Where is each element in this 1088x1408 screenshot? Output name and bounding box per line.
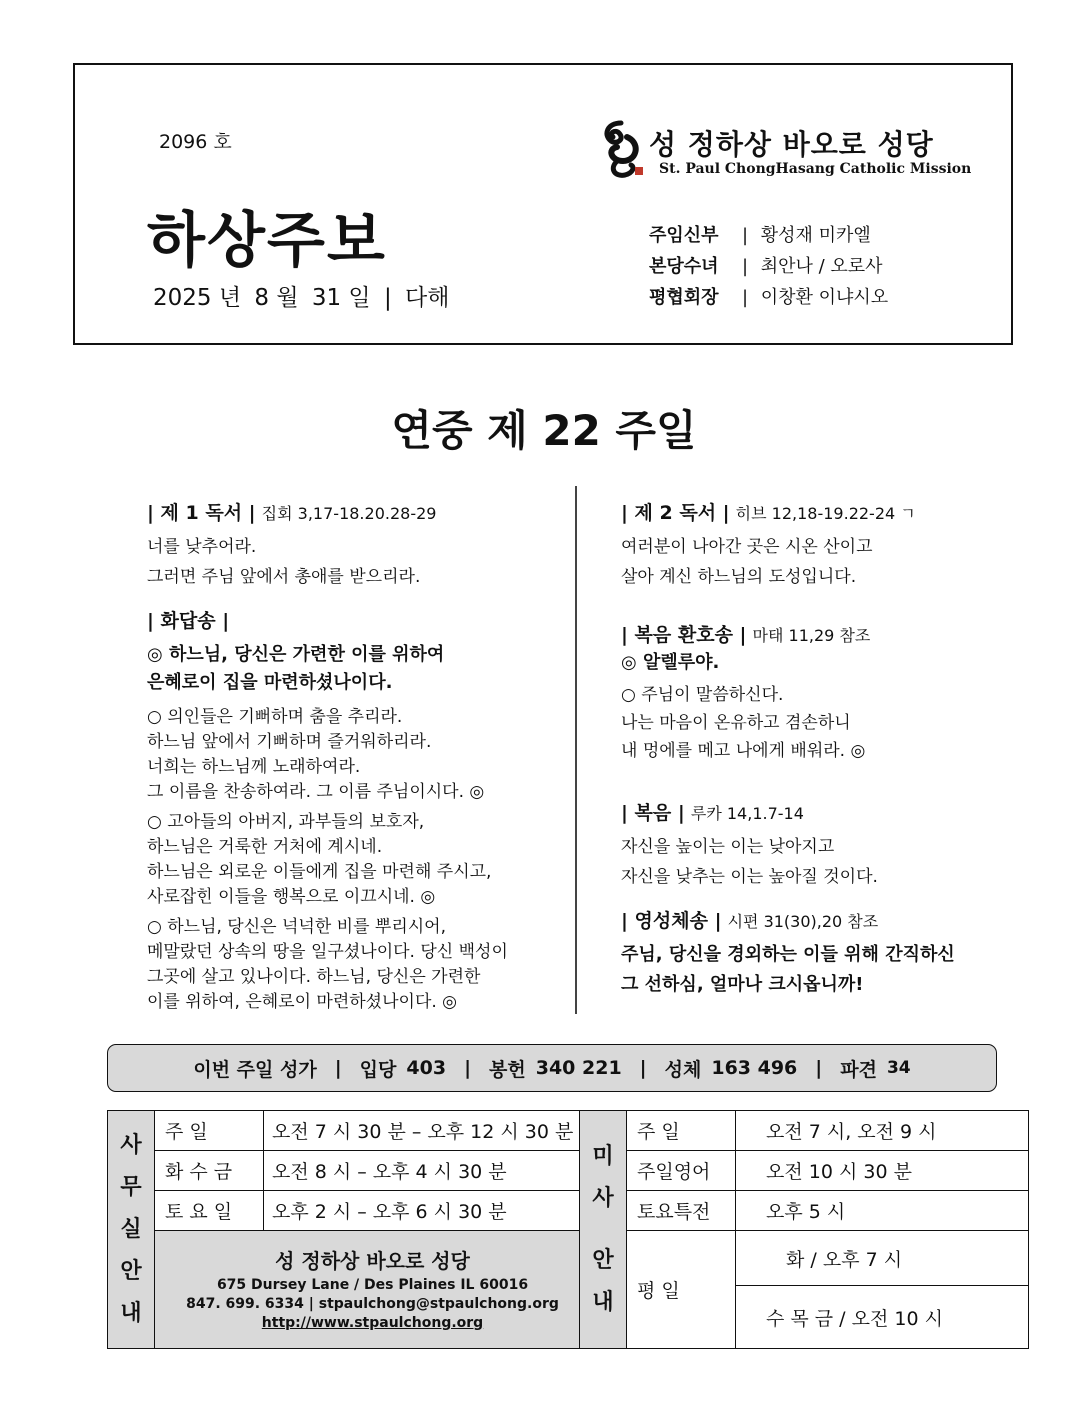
staff-role: 평협회장 xyxy=(649,287,719,308)
vertical-char: 실 xyxy=(120,1216,142,1242)
staff-row xyxy=(649,221,888,252)
vertical-char: 안 xyxy=(120,1258,142,1284)
church-name-korean: 성 정하상 바오로 성당 xyxy=(649,128,934,161)
mass-day: 토요특전 xyxy=(627,1191,736,1231)
staff-role: 본당수녀 xyxy=(649,256,719,277)
psalm-line: 하느님은 거룩한 거처에 계시네. xyxy=(147,837,383,857)
office-day: 토 요 일 xyxy=(155,1191,264,1231)
staff-name: 이창환 이냐시오 xyxy=(760,287,889,308)
staff-separator: | xyxy=(741,256,749,277)
hymn-separator: | xyxy=(334,1057,342,1079)
first-reading-heading xyxy=(147,498,567,532)
mass-time: 오전 10 시 30 분 xyxy=(736,1151,1029,1191)
staff-separator: | xyxy=(741,287,749,308)
vertical-spacer xyxy=(580,1220,626,1240)
church-address-block xyxy=(155,1231,591,1349)
offertory-hymn-number: 340 221 xyxy=(535,1057,622,1079)
communion-antiphon-reference: 시편 31(30),20 참조 xyxy=(727,912,879,931)
communion-hymn-label: 성체 xyxy=(664,1058,702,1081)
first-reading-label: | 제 1 독서 | xyxy=(147,502,256,524)
communion-hymn-number: 163 496 xyxy=(711,1057,798,1079)
reading-line: 그러면 주님 앞에서 총애를 받으리라. xyxy=(147,567,421,587)
vertical-char: 미 xyxy=(592,1143,614,1169)
vertical-char: 내 xyxy=(592,1289,614,1315)
office-time: 오전 8 시 – 오후 4 시 30 분 xyxy=(264,1151,591,1191)
staff-name: 황성재 미카엘 xyxy=(760,225,871,246)
psalm-line: 하느님은 외로운 이들에게 집을 마련해 주시고, xyxy=(147,862,492,882)
psalm-line: 메말랐던 상속의 땅을 일구셨나이다. 당신 백성이 xyxy=(147,942,508,962)
mass-time-weekday: 수 목 금 / 오전 10 시 xyxy=(736,1286,1029,1349)
mass-schedule-vertical-label xyxy=(580,1111,627,1349)
church-name-english: St. Paul ChongHasang Catholic Mission xyxy=(659,161,972,177)
psalm-line: 너희는 하느님께 노래하여라. xyxy=(147,757,361,777)
acclamation-heading xyxy=(621,620,1021,648)
dismissal-hymn-number: 34 xyxy=(886,1058,911,1078)
vertical-char: 사 xyxy=(120,1132,142,1158)
dismissal-hymn-label: 파견 xyxy=(840,1058,877,1081)
psalm-line: ○ 의인들은 기뻐하며 춤을 추리라. xyxy=(147,707,403,727)
mass-time: 오전 7 시, 오전 9 시 xyxy=(736,1111,1029,1151)
staff-name: 최안나 / 오로사 xyxy=(760,256,883,277)
office-day: 화 수 금 xyxy=(155,1151,264,1191)
hymn-separator: | xyxy=(639,1057,647,1079)
mass-day-weekday: 평 일 xyxy=(627,1231,736,1349)
office-hours-vertical-label xyxy=(108,1111,155,1349)
staff-list xyxy=(649,221,888,314)
staff-role: 주임신부 xyxy=(649,225,719,246)
psalm-response: 은혜로이 집을 마련하셨나이다. xyxy=(147,672,393,693)
mass-day: 주일영어 xyxy=(627,1151,736,1191)
date-day: 31 일 xyxy=(311,285,371,311)
hymn-bar xyxy=(107,1044,997,1092)
left-readings-column xyxy=(147,498,567,1012)
staff-row xyxy=(649,252,888,283)
communion-antiphon-heading xyxy=(621,906,1021,940)
staff-separator: | xyxy=(741,225,749,246)
second-reading-label: | 제 2 독서 | xyxy=(621,502,730,524)
liturgical-cycle: 다해 xyxy=(405,285,450,311)
psalm-label: | 화답송 | xyxy=(147,610,230,632)
psalm-line: 이를 위하여, 은혜로이 마련하셨나이다. ◎ xyxy=(147,992,458,1012)
bulletin-title: 하상주보 xyxy=(147,206,387,276)
gospel-line: 자신을 높이는 이는 낮아지고 xyxy=(621,837,835,857)
office-time: 오후 2 시 – 오후 6 시 30 분 xyxy=(264,1191,591,1231)
psalm-line: ○ 하느님, 당신은 넉넉한 비를 뿌리시어, xyxy=(147,917,446,937)
issue-number: 2096 호 xyxy=(159,131,232,153)
masthead-box xyxy=(73,63,1013,345)
reading-line: 살아 계신 하느님의 도성입니다. xyxy=(621,567,857,587)
date-year: 2025 년 xyxy=(153,285,242,311)
column-divider xyxy=(575,486,577,1014)
psalm-response: ◎ 하느님, 당신은 가련한 이를 위하여 xyxy=(147,644,445,665)
gospel-line: 자신을 낮추는 이는 높아질 것이다. xyxy=(621,867,878,887)
psalm-line: 하느님 앞에서 기뻐하며 즐거워하리라. xyxy=(147,732,432,752)
mass-time-weekday: 화 / 오후 7 시 xyxy=(736,1231,1029,1286)
acclamation-reference: 마태 11,29 참조 xyxy=(752,626,871,645)
website-link[interactable]: http://www.stpaulchong.org xyxy=(261,1315,484,1331)
hymn-separator: | xyxy=(464,1057,472,1079)
gospel-heading xyxy=(621,798,1021,832)
mass-time: 오후 5 시 xyxy=(736,1191,1029,1231)
right-readings-column xyxy=(621,498,1021,1000)
psalm-line: 그 이름을 찬송하여라. 그 이름 주님이시다. ◎ xyxy=(147,782,485,802)
communion-antiphon-line: 주님, 당신을 경외하는 이들 위해 간직하신 xyxy=(621,944,955,965)
communion-antiphon-label: | 영성체송 | xyxy=(621,910,722,932)
address-contact: 847. 699. 6334 | stpaulchong@stpaulchong.org xyxy=(186,1296,559,1312)
office-hours-table xyxy=(107,1110,591,1349)
acclamation-label: | 복음 환호송 | xyxy=(621,624,747,646)
vertical-char: 내 xyxy=(120,1300,142,1326)
sunday-title: 연중 제 22 주일 xyxy=(391,406,697,455)
vertical-char: 안 xyxy=(592,1247,614,1273)
entrance-hymn-label: 입당 xyxy=(359,1058,397,1081)
mass-schedule-table xyxy=(579,1110,1029,1349)
alleluia-response: ◎ 알렐루야. xyxy=(621,652,720,673)
communion-antiphon-line: 그 선하심, 얼마나 크시옵니까! xyxy=(621,974,864,995)
date-separator: | xyxy=(383,285,392,311)
gospel-reference: 루카 14,1.7-14 xyxy=(690,804,804,823)
address-street: 675 Dursey Lane / Des Plaines IL 60016 xyxy=(216,1277,529,1293)
mass-day: 주 일 xyxy=(627,1111,736,1151)
second-reading-reference: 히브 12,18-19.22-24 ㄱ xyxy=(735,504,916,523)
vertical-char: 무 xyxy=(120,1174,142,1200)
acclamation-line: 나는 마음이 온유하고 겸손하니 xyxy=(621,713,851,733)
office-time: 오전 7 시 30 분 – 오후 12 시 30 분 xyxy=(264,1111,591,1151)
second-reading-heading xyxy=(621,498,1021,532)
gospel-label: | 복음 | xyxy=(621,802,685,824)
church-logo xyxy=(597,117,997,183)
church-logo-icon xyxy=(597,117,647,183)
reading-line: 여러분이 나아간 곳은 시온 산이고 xyxy=(621,537,873,557)
address-church-name: 성 정하상 바오로 성당 xyxy=(275,1249,470,1273)
issue-date xyxy=(153,279,455,312)
entrance-hymn-number: 403 xyxy=(406,1057,447,1079)
psalm-heading xyxy=(147,606,567,640)
psalm-line: 그곳에 살고 있나이다. 하느님, 당신은 가련한 xyxy=(147,967,481,987)
date-month: 8 월 xyxy=(254,285,299,311)
hymn-title: 이번 주일 성가 xyxy=(193,1058,317,1081)
reading-line: 너를 낮추어라. xyxy=(147,537,257,557)
psalm-line: ○ 고아들의 아버지, 과부들의 보호자, xyxy=(147,812,425,832)
office-day: 주 일 xyxy=(155,1111,264,1151)
staff-row xyxy=(649,283,888,314)
hymn-separator: | xyxy=(815,1057,823,1079)
first-reading-reference: 집회 3,17-18.20.28-29 xyxy=(261,504,437,523)
vertical-char: 사 xyxy=(592,1185,614,1211)
acclamation-line: ○ 주님이 말씀하신다. xyxy=(621,685,784,705)
psalm-line: 사로잡힌 이들을 행복으로 이끄시네. ◎ xyxy=(147,887,436,907)
acclamation-line: 내 멍에를 메고 나에게 배워라. ◎ xyxy=(621,741,866,761)
offertory-hymn-label: 봉헌 xyxy=(489,1058,526,1081)
